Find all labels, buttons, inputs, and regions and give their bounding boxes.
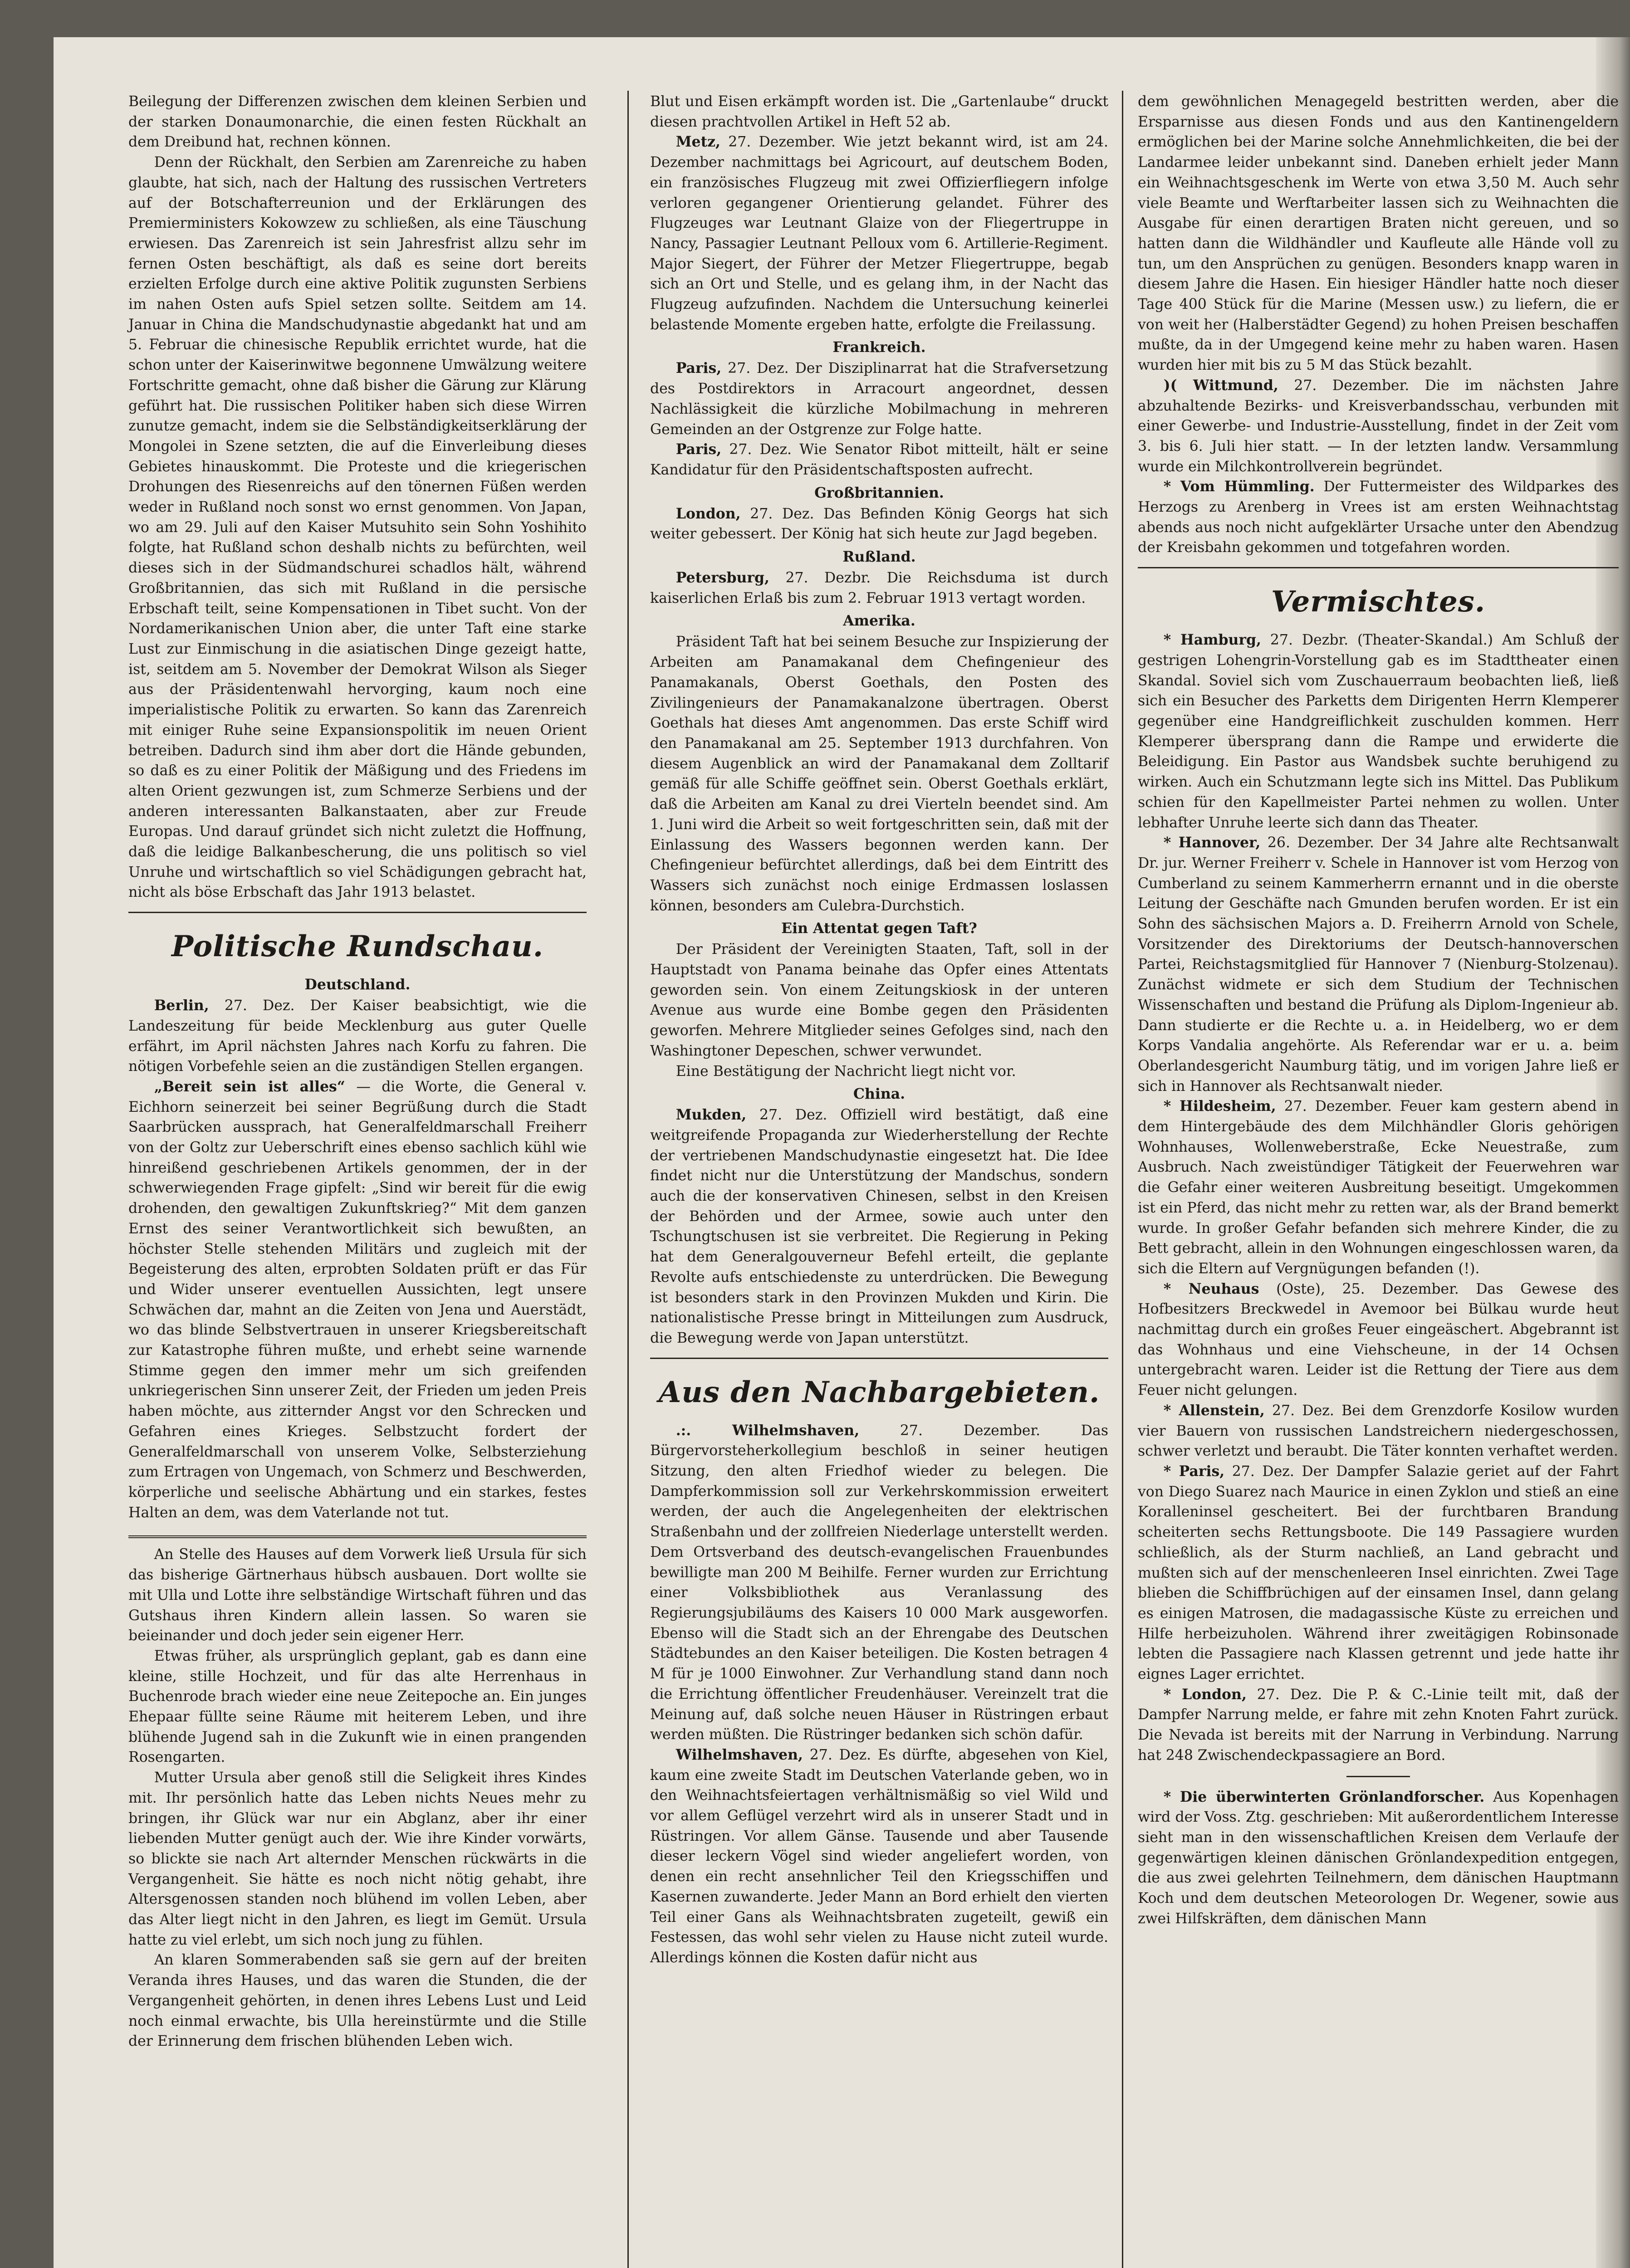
news-item	[650, 132, 1108, 335]
novel-paragraph: An Stelle des Hauses auf dem Vorwerk ließ Ursula für sich das bisherige Gärtnerhaus hübsch ausbauen. Dort wollte sie mit Ulla und Lotte ihre selbständige Wirtschaft führen und das Gutshaus ihren Kindern allein lassen. So waren sie beieinander und doch jeder sein eigener Herr.	[128, 1546, 587, 1644]
section-heading: Aus den Nachbargebieten.	[658, 1375, 1100, 1409]
news-item	[1138, 1096, 1619, 1279]
news-item	[650, 1105, 1108, 1348]
dateline: * Hildesheim,	[1163, 1098, 1276, 1115]
news-item	[1138, 477, 1619, 558]
novel-paragraph: Mutter Ursula aber genoß still die Seligkeit ihres Kindes mit. Ihr persönlich hatte das Leben nichts Neues mehr zu bringen, ihr Glück war nur ein Abglanz, aber ihr einer liebenden Mutter genügt auch der. Wie ihre Kinder vorwärts, so blickte sie nach Art alternder Menschen rückwärts in die Vergangenheit. Sie hätte es noch nicht nötig gehabt, ihre Altersgenossen standen noch blühend im vollen Leben, aber das Alter liegt nicht in den Jahren, es liegt im Gemüt. Ursula hatte zu viel erlebt, um sich noch jung zu fühlen.	[128, 1769, 587, 1948]
news-text: — die Worte, die General v. Eichhorn seinerzeit bei seiner Begrüßung durch die Stadt Saarbrücken aussprach, hat Generalfeldmarschall Freiherr von der Goltz zur Ueberschrift eines ebenso sachlich kühl wie hinreißend geschriebenen Artikels genommen, der in der schwerwiegenden Frage gipfelt: „Sind wir bereit für die ewig drohenden, den gewaltigen Zukunftskrieg?“ Mit dem ganzen Ernst des seiner Verantwortlichkeit sich bewußten, an höchster Stelle stehenden Militärs und zugleich mit der Begeisterung des alten, erprobten Soldaten prüft er das Für und Wider unserer eventuellen Aussichten, legt unsere Schwächen dar, mahnt an die Zeiten von Jena und Auerstädt, wo das blinde Selbstvertrauen in unserer Kriegsbereitschaft zur Katastrophe führen mußte, und erhebt seine warnende Stimme gegen den immer mehr um sich greifenden unkriegerischen Sinn unserer Zeit, der Frieden um jeden Preis haben möchte, aus zitternder Angst vor den Schrecken und Gefahren eines Krieges. Selbstzucht fordert der Generalfeldmarschall von unserem Volke, Selbsterziehung zum Ertragen von Ungemach, von Schmerz und Beschwerden, körperliche und seelische Abhärtung und ein starkes, festes Halten an dem, was dem Vaterlande not tut.	[128, 1078, 587, 1521]
news-item	[1138, 1685, 1619, 1766]
dateline: * London,	[1163, 1686, 1247, 1703]
news-item	[650, 1421, 1108, 1745]
article-paragraph: Blut und Eisen erkämpft worden ist. Die „Gartenlaube“ druckt diesen prachtvollen Artikel in Heft 52 ab.	[650, 93, 1108, 130]
news-text: 27. Dezember. Die im nächsten Jahre abzuhaltende Bezirks- und Kreisverbandsschau, verbunden mit einer Gewerbe- und Industrie-Ausstellung, findet in der Zeit vom 3. bis 6. Juli hier statt. — In der letzten landw. Versammlung wurde ein Milchkontrollverein begründet.	[1138, 377, 1619, 475]
news-text: Aus Kopenhagen wird der Voss. Ztg. geschrieben: Mit außerordentlichem Interesse sieht man in den wissenschaftlichen Kreisen dem Verlaufe der gegenwärtigen kleinen dänischen Grönlandexpedition entgegen, die aus zwei gelehrten Teilnehmern, dem dänischen Hauptmann Koch und dem deutschen Meteorologen Dr. Wegener, sowie aus zwei Hilfskräften, dem dänischen Mann	[1138, 1789, 1619, 1927]
news-text: Der Futtermeister des Wildparkes des Herzogs zu Arenberg in Vrees ist am ersten Weihnachtstag abends aus noch nicht aufgeklärter Ursache unter den Abendzug der Kreisbahn gekommen und totgefahren worden.	[1138, 479, 1619, 556]
column-left	[128, 92, 587, 2052]
news-item	[1138, 376, 1619, 477]
dateline: * Neuhaus	[1163, 1280, 1259, 1297]
news-text: 27. Dez. Offiziell wird bestätigt, daß eine weitgreifende Propaganda zur Wiederherstellung der Rechte der vertriebenen Mandschudynastie eingesetzt hat. Die Idee findet nicht nur die Unterstützung der Mandschus, sondern auch die der konservativen Chinesen, selbst in den Kreisen der Behörden und der Armee, sowie auch unter den Tschungtschusen ist sie verbreitet. Die Regierung in Peking hat dem Generalgouverneur Befehl erteilt, die geplante Revolte aufs entschiedenste zu unterdrücken. Die Bewegung ist besonders stark in den Provinzen Mukden und Kirin. Die nationalistische Presse bringt in Mitteilungen zum Ausdruck, die Bewegung werde von Japan unterstützt.	[650, 1107, 1108, 1346]
column-separator	[1122, 91, 1123, 2268]
news-text: 27. Dezember. Wie jetzt bekannt wird, ist am 24. Dezember nachmittags bei Agricourt, auf deutschem Boden, ein französisches Flugzeug mit zwei Offizierfliegern infolge verloren gegangener Orientierung gelandet. Führer des Flugzeuges war Leutnant Glaize von der Fliegertruppe in Nancy, Passagier Leutnant Pelloux vom 6. Artillerie-Regiment. Major Siegert, der Führer der Metzer Fliegertruppe, begab sich an Ort und Stelle, und es gelang ihm, in der Nacht das Flugzeug aufzufinden. Nachdem die Untersuchung keinerlei belastende Momente ergeben hatte, erfolgte die Freilassung.	[650, 134, 1108, 333]
dateline: Paris,	[675, 360, 722, 377]
news-text: 27. Dez. Der Dampfer Salazie geriet auf der Fahrt von Diego Suarez nach Maurice in einen Zyklon und stieß an eine Koralleninsel gescheitert. Bei der furchtbaren Brandung scheiterten sechs Rettungsboote. Die 149 Passagiere wurden schließlich, als der Sturm nachließ, an Land gebracht und mußten sich auf der menschenleeren Insel einrichten. Zwei Tage blieben die Schiffbrüchigen auf der einsamen Insel, dann gelang es einigen Matrosen, die madagassische Küste zu erreichen und Hilfe herbeizuholen. Während ihrer zweitägigen Robinsonade lebten die Passagiere nach Klassen getrennt und jede hatte ihr eignes Lager errichtet.	[1138, 1463, 1619, 1683]
novel-paragraph: Etwas früher, als ursprünglich geplant, gab es dann eine kleine, stille Hochzeit, und für das alte Herrenhaus in Buchenrode brach wieder eine neue Zeitepoche an. Ein junges Ehepaar füllte seine Räume mit heiterem Leben, und ihre blühende Jugend sah in die Zukunft wie in einen prangenden Rosengarten.	[128, 1647, 587, 1766]
news-item	[1138, 833, 1619, 1096]
item-heading: „Bereit sein ist alles“	[154, 1078, 345, 1095]
column-separator	[627, 91, 629, 2268]
divider	[128, 912, 587, 913]
dateline: Metz,	[675, 133, 721, 151]
item-heading: * Die überwinterten Grönlandforscher.	[1163, 1788, 1485, 1805]
dateline: Paris,	[675, 441, 722, 458]
news-item: Der Präsident der Vereinigten Staaten, Taft, soll in der Hauptstadt von Panama beinahe das Opfer eines Attentats geworden sein. Von einem Zeitungskiosk in der unteren Avenue aus wurde eine Bombe gegen den Präsidenten geworfen. Mehrere Mitglieder seines Gefolges sind, nach den Washingtoner Depeschen, schwer verwundet.	[650, 941, 1108, 1059]
section-heading: Vermischtes.	[1271, 585, 1486, 619]
dateline: * Allenstein,	[1163, 1402, 1265, 1419]
news-text: 27. Dez. Bei dem Grenzdorfe Kosilow wurden vier Bauern von russischen Landstreichern niedergeschossen, schwer verletzt und beraubt. Die Täter konnten verhaftet werden.	[1138, 1402, 1619, 1460]
news-item	[1138, 630, 1619, 833]
news-item	[1138, 1401, 1619, 1461]
news-item: Präsident Taft hat bei seinem Besuche zur Inspizierung der Arbeiten am Panamakanal dem Chefingenieur des Panamakanals, Oberst Goethals, den Posten des Zivilingenieurs der Panamakanalzone übertragen. Oberst Goethals hat dieses Amt angenommen. Das erste Schiff wird den Panamakanal am 25. September 1913 durchfahren. Von diesem Augenblick an wird der Panamakanal dem Zolltarif gemäß für alle Schiffe geöffnet sein. Oberst Goethals erklärt, daß die Arbeiten am Kanal zu drei Vierteln beendet sind. Am 1. Juni wird die Arbeit so weit fortgeschritten sein, daß mit der Einlassung des Wassers begonnen werden kann. Der Chefingenieur befürchtet allerdings, daß bei dem Eintritt des Wassers sich zunächst noch einige Erdmassen loslassen können, besonders am Culebra-Durchstich.	[650, 634, 1108, 914]
subsection-heading: Frankreich.	[832, 339, 926, 356]
section-heading: Politische Rundschau.	[171, 929, 543, 964]
news-item	[650, 568, 1108, 608]
news-item: Eine Bestätigung der Nachricht liegt nicht vor.	[675, 1063, 1016, 1080]
dateline: )( Wittmund,	[1163, 376, 1278, 394]
news-item	[650, 440, 1108, 480]
news-text: 27. Dezember. Das Bürgervorsteherkollegium beschloß in seiner heutigen Sitzung, den alten Friedhof wieder zu belegen. Die Dampferkommission soll zur Verkehrskommission erweitert werden, der auch die Angelegenheiten der elektrischen Straßenbahn und der zollfreien Niederlage unterstellt werden. Dem Ortsverband des deutsch-evangelischen Frauenbundes bewilligte man 200 M Beihilfe. Ferner wurden zur Errichtung einer Volksbibliothek aus Veranlassung des Regierungsjubiläums des Kaisers 10 000 Mark ausgeworfen. Ebenso will die Stadt sich an der Ehrengabe des Deutschen Städtebundes an den Kaiser beteiligen. Die Kosten betragen 4 M für je 1000 Einwohner. Zur Verhandlung stand dann noch die Errichtung öffentlicher Freudenhäuser. Vereinzelt trat die Meinung auf, daß solche neuen Häuser in Rüstringen erbaut werden müßten. Die Rüstringer bedanken sich schön dafür.	[650, 1422, 1108, 1743]
news-text: 27. Dez. Der Disziplinarrat hat die Strafversetzung des Postdirektors in Arracourt angeordnet, dessen Nachlässigkeit die kürzliche Mobilmachung in mehreren Gemeinden an der Ostgrenze zur Folge hatte.	[650, 360, 1109, 438]
column-right	[1138, 92, 1619, 1929]
news-item	[650, 504, 1108, 544]
news-text: 27. Dezbr. (Theater-Skandal.) Am Schluß der gestrigen Lohengrin-Vorstellung gab es im Stadttheater einen Skandal. Soviel sich vom Zuschauerraum beobachten ließ, ließ sich ein Besucher des Parketts dem Dirigenten Herrn Klemperer gegenüber eine Handgreiflichkeit zuschulden kommen. Herr Klemperer übersprang dann die Rampe und erwiderte die Beleidigung. Ein Pastor aus Wandsbek suchte beruhigend zu wirken. Auch ein Schutzmann legte sich ins Mittel. Das Publikum schien für den Kapellmeister Partei nehmen zu wollen. Unter lebhafter Unruhe leerte sich dann das Theater.	[1138, 632, 1619, 831]
news-item	[650, 358, 1108, 440]
column-middle	[650, 92, 1108, 1968]
news-text: 27. Dezember. Feuer kam gestern abend in dem Hintergebäude des dem Milchhändler Gloris gehörigen Wohnhauses, Wollenweberstraße, Ecke Neuestraße, zum Ausbruch. Nach zweistündiger Tätigkeit der Feuerwehren war die Gefahr einer weiteren Ausbreitung beseitigt. Umgekommen ist ein Pferd, das nicht mehr zu retten war, als der Brand bemerkt wurde. In großer Gefahr befanden sich mehrere Kinder, die zu Bett gebracht, allein in den Wohnungen eingeschlossen waren, da sich die Eltern auf Vergnügungen befanden (!).	[1138, 1098, 1619, 1277]
feuilleton-divider	[128, 1535, 587, 1538]
novel-paragraph: An klaren Sommerabenden saß sie gern auf der breiten Veranda ihres Hauses, und das waren die Stunden, die der Vergangenheit gehörten, in denen ihres Lebens Lust und Leid noch einmal erwachte, bis Ulla hereinstürmte und die Stille der Erinnerung dem frischen blühenden Leben wich.	[128, 1952, 587, 2050]
subsection-heading: Ein Attentat gegen Taft?	[781, 920, 977, 937]
dateline: .:. Wilhelmshaven,	[675, 1422, 860, 1439]
news-text: 27. Dez. Es dürfte, abgesehen von Kiel, kaum eine zweite Stadt im Deutschen Vaterlande geben, wo in den Weihnachtsfeiertagen verhältnismäßig so viel Wild und vor allem Geflügel verzehrt wird als in unserer Stadt und in Rüstringen. Vor allem Gänse. Tausende und aber Tausende dieser leckern Vögel sind wieder angeliefert worden, von denen ein recht ansehnlicher Teil den Kriegsschiffen und Kasernen zuwanderte. Jeder Mann an Bord erhielt den vierten Teil einer Gans als Weihnachtsbraten zugeteilt, gewiß ein Festessen, das wohl sehr vielen zu Hause nicht zuteil wurde. Allerdings können die Kosten dafür nicht aus	[650, 1746, 1108, 1966]
dateline: Wilhelmshaven,	[675, 1746, 803, 1763]
news-text: 27. Dez. Die P. & C.-Linie teilt mit, daß der Dampfer Narrung melde, er fahre mit zehn Knoten Fahrt zurück. Die Nevada ist bereits mit der Narrung in Verbindung. Narrung hat 248 Zwischendeckpassagiere an Bord.	[1138, 1686, 1619, 1764]
news-item	[650, 1745, 1108, 1968]
subsection-heading: Deutschland.	[304, 976, 411, 993]
news-item	[1138, 1461, 1619, 1685]
divider	[1138, 567, 1619, 568]
dateline: * Vom Hümmling.	[1163, 478, 1315, 495]
dateline: * Paris,	[1163, 1463, 1225, 1480]
dateline: * Hamburg,	[1163, 631, 1261, 649]
news-text: 27. Dez. Das Befinden König Georgs hat sich weiter gebessert. Der König hat sich heute zur Jagd begeben.	[650, 505, 1108, 543]
short-divider	[1346, 1776, 1410, 1777]
news-text: (Oste), 25. Dezember. Das Gewese des Hofbesitzers Breckwedel in Avemoor bei Bülkau wurde heut nachmittag durch ein großes Feuer eingeäschert. Abgebrannt ist das Wohnhaus und eine Viehscheune, in der 14 Ochsen untergebracht waren. Leider ist die Rettung der Tiere aus dem Feuer nicht gelungen.	[1138, 1281, 1619, 1399]
news-text: 26. Dezember. Der 34 Jahre alte Rechtsanwalt Dr. jur. Werner Freiherr v. Schele in Hannover ist vom Herzog von Cumberland zu seinem Kammerherrn ernannt und in die oberste Leitung der Geschäfte nach Gmunden berufen worden. Er ist ein Sohn des sächsischen Majors a. D. Freiherrn Arnold von Schele, Vorsitzender des Direktoriums der Deutsch-hannoverschen Partei, Reichstagsmitglied für Hannover 7 (Nienburg-Stolzenau). Zunächst widmete er sich dem Studium der Technischen Wissenschaften und bestand die Prüfung als Diplom-Ingenieur ab. Dann studierte er die Rechte u. a. in Heidelberg, wo er dem Korps Vandalia angehörte. Als Referendar war er u. a. beim Oberlandesgericht Naumburg tätig, und im vorigen Jahre ließ er sich in Hannover als Rechtsanwalt nieder.	[1138, 835, 1619, 1095]
news-text: 27. Dez. Wie Senator Ribot mitteilt, hält er seine Kandidatur für den Präsidentschaftsposten aufrecht.	[650, 441, 1109, 478]
subsection-heading: Amerika.	[843, 612, 915, 630]
newspaper-page	[54, 37, 1630, 2268]
dateline: Mukden,	[675, 1106, 747, 1124]
news-text: 27. Dezbr. Die Reichsduma ist durch kaiserlichen Erlaß bis zum 2. Februar 1913 vertagt worden.	[650, 570, 1108, 606]
article-paragraph: dem gewöhnlichen Menagegeld bestritten werden, aber die Ersparnisse aus diesen Fonds und aus den Kantinengeldern ermöglichen bei der Marine solche Annehmlichkeiten, die bei der Landarmee leider unbekannt sind. Daneben erhielt jeder Mann ein Weihnachtsgeschenk im Werte von etwa 3,50 M. Auch sehr viele Beamte und Werftarbeiter lassen sich zu Weihnachten die Ausgabe für einen derartigen Braten nicht gereuen, und so hatten dann die Wildhändler und Kaufleute alle Hände voll zu tun, um den Ansprüchen zu genügen. Besonders knapp waren in diesem Jahre die Hasen. Ein hiesiger Händler hatte noch dieser Tage 400 Stück für die Marine (Messen usw.) zu liefern, die er von weit her (Halberstädter Gegend) zu hohen Preisen beschaffen mußte, da in der Umgegend keine mehr zu haben waren. Hasen wurden hier mit bis zu 5 M das Stück bezahlt.	[1138, 93, 1619, 374]
subsection-heading: Großbritannien.	[814, 484, 944, 501]
article-paragraph: Beilegung der Differenzen zwischen dem kleinen Serbien und der starken Donaumonarchie, die einen festen Rückhalt an dem Dreibund hat, rechnen können.	[128, 93, 587, 151]
divider	[650, 1358, 1108, 1359]
subsection-heading: China.	[853, 1085, 906, 1103]
news-item	[128, 1077, 587, 1523]
dateline: London,	[675, 505, 741, 522]
news-item	[1138, 1279, 1619, 1401]
subsection-heading: Rußland.	[842, 548, 916, 566]
dateline: Berlin,	[154, 997, 209, 1014]
dateline: Petersburg,	[675, 569, 770, 587]
news-item	[128, 996, 587, 1077]
dateline: * Hannover,	[1163, 834, 1261, 851]
news-text: 27. Dez. Der Kaiser beabsichtigt, wie die Landeszeitung für beide Mecklenburg aus guter Quelle erfährt, im April nächsten Jahres nach Korfu zu fahren. Die nötigen Vorbefehle seien an die zuständigen Stellen ergangen.	[128, 997, 587, 1075]
news-item	[1138, 1787, 1619, 1929]
article-paragraph: Denn der Rückhalt, den Serbien am Zarenreiche zu haben glaubte, hat sich, nach der Haltung des russischen Vertreters auf der Botschafterreunion und der Erklärungen des Premierministers Kokowzew zu schließen, als eine Täuschung erwiesen. Das Zarenreich ist sein Jahresfrist allzu sehr im fernen Osten beschäftigt, als daß es seine dort bereits erzielten Erfolge durch eine aktive Politik zugunsten Serbiens im nahen Osten aufs Spiel setzen sollte. Seitdem am 14. Januar in China die Mandschudynastie abgedankt hat und am 5. Februar die chinesische Republik errichtet wurde, hat die schon unter der Kaiserinwitwe begonnene Umwälzung weitere Fortschritte gemacht, ohne daß bisher die Gärung zur Klärung geführt hat. Die russischen Politiker haben sich diese Wirren zunutze gemacht, indem sie die Selbständigkeitserklärung der Mongolei in Szene setzten, die auf die Einverleibung dieses Gebietes hinauskommt. Die Proteste und die kriegerischen Drohungen des Riesenreichs auf den tönernen Füßen werden weder in Rußland noch sonst wo ernst genommen. Von Japan, wo am 29. Juli auf den Kaiser Mutsuhito sein Sohn Yoshihito folgte, hat Rußland schon deshalb nichts zu befürchten, weil dieses sich in der Südmandschurei schadlos hält, während Großbritannien, das sich mit Rußland in die persische Erbschaft teilt, seine Kompensationen in Tibet sucht. Von der Nordamerikanischen Union aber, die unter Taft eine starke Lust zur Einmischung in die asiatischen Dinge gezeigt hatte, ist, seitdem am 5. November der Demokrat Wilson als Sieger aus der Präsidentenwahl hervorging, kaum noch eine imperialistische Politik zu erwarten. So kann das Zarenreich mit einiger Ruhe seine Expansionspolitik im neuen Orient betreiben. Dadurch sind ihm aber dort die Hände gebunden, so daß es zu einer Politik der Mäßigung und des Friedens im alten Orient gezwungen ist, zum Schmerze Serbiens und der anderen interessanten Balkanstaaten, aber zur Freude Europas. Und darauf gründet sich nicht zuletzt die Hoffnung, daß die leidige Balkanbescherung, die uns politisch so viel Unruhe und wirtschaftlich so viel Schädigungen gebracht hat, nicht als böse Erbschaft das Jahr 1913 belastet.	[128, 154, 587, 901]
